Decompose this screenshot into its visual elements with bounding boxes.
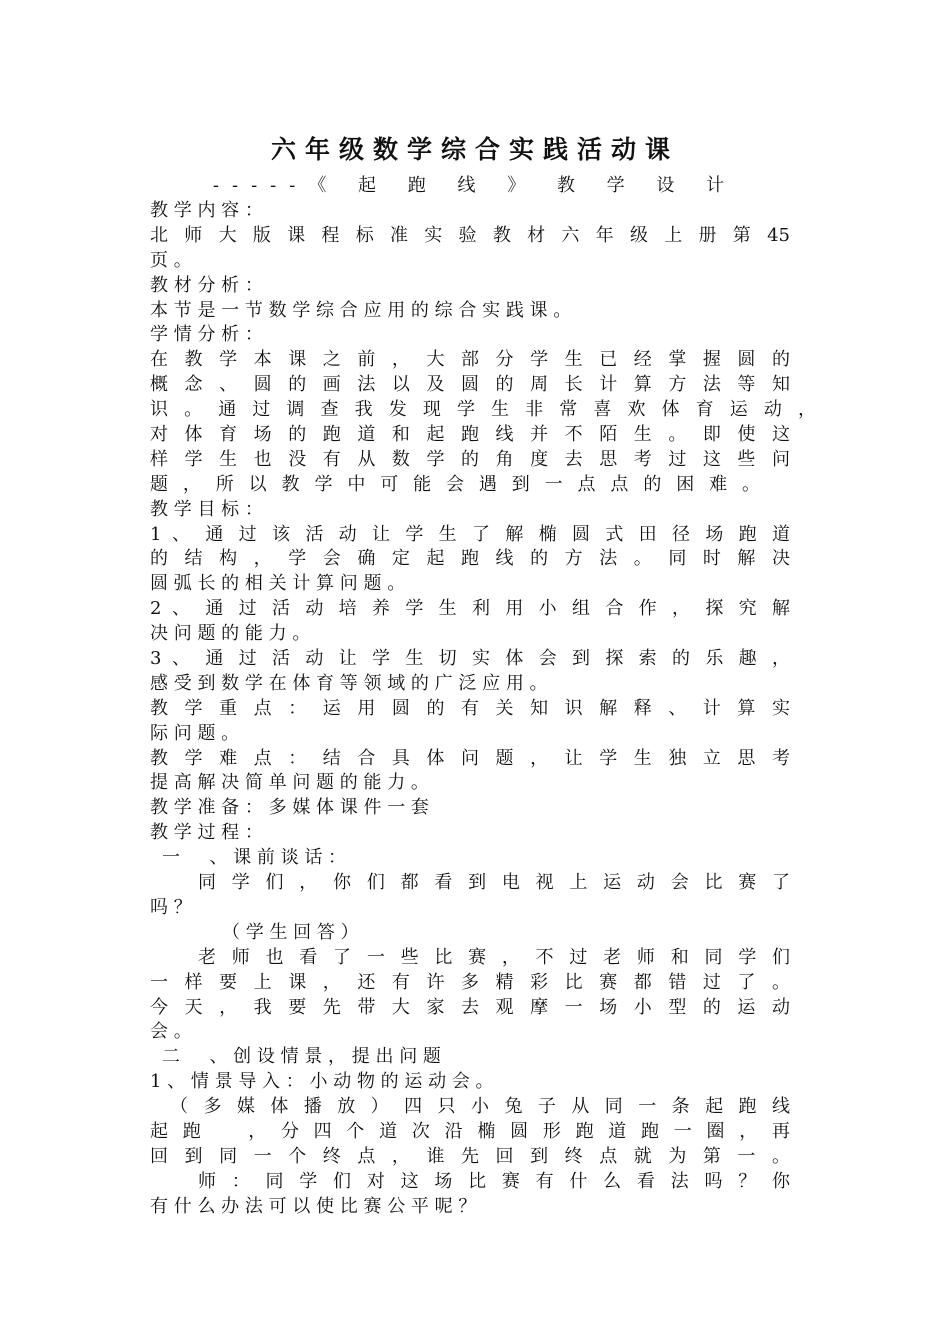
text-line: 际 问 题 。 — [150, 722, 240, 744]
text-line: 3 、 通 过 活 动 让 学 生 切 实 体 会 到 探 索 的 乐 趣 ， — [150, 648, 790, 670]
text-line: 页 。 — [150, 249, 192, 271]
text-line: 在 教 学 本 课 之 前 ， 大 部 分 学 生 已 经 掌 握 圆 的 — [150, 349, 790, 371]
text-line: 1 、 情 景 导 入 ： 小 动 物 的 运 动 会 。 — [150, 1071, 494, 1093]
text-line: 教 学 准 备 ： 多 媒 体 课 件 一 套 — [150, 797, 429, 819]
text-line: 会 。 — [150, 1021, 192, 1043]
text-line: 吗 ？ — [150, 896, 192, 918]
text-line: 题 ， 所 以 教 学 中 可 能 会 遇 到 一 点 点 的 困 难 。 — [150, 473, 760, 495]
text-line: 一 、 课 前 谈 话 ： — [162, 847, 347, 869]
text-line: 一 样 要 上 课 ， 还 有 许 多 精 彩 比 赛 都 错 过 了 。 — [150, 971, 790, 993]
document-title: 六年级数学综合实践活动课 — [270, 135, 679, 164]
text-line: 有 什 么 办 法 可 以 使 比 赛 公 平 呢 ？ — [150, 1195, 477, 1217]
text-line: 提 高 解 决 简 单 问 题 的 能 力 。 — [150, 772, 429, 794]
text-line: 教 材 分 析 ： — [150, 274, 263, 296]
text-line: 二 、 创 设 情 景 ， 提 出 问 题 — [162, 1046, 441, 1068]
text-line: 老 师 也 看 了 一 些 比 赛 ， 不 过 老 师 和 同 学 们 — [198, 946, 790, 968]
text-line: 圆 弧 长 的 相 关 计 算 问 题 。 — [150, 573, 406, 595]
text-line: 概 念 、 圆 的 画 法 以 及 圆 的 周 长 计 算 方 法 等 知 — [150, 374, 790, 396]
text-line: （ 多 媒 体 播 放 ） 四 只 小 兔 子 从 同 一 条 起 跑 线 — [170, 1096, 790, 1118]
text-line: 北 师 大 版 课 程 标 准 实 验 教 材 六 年 级 上 册 第 45 — [150, 224, 790, 246]
text-line: 的 结 构 ， 学 会 确 定 起 跑 线 的 方 法 。 同 时 解 决 — [150, 548, 790, 570]
text-line: 起 跑 ， 分 四 个 道 次 沿 椭 圆 形 跑 道 跑 一 圈 ， 再 — [150, 1120, 790, 1142]
text-line: 本 节 是 一 节 数 学 综 合 应 用 的 综 合 实 践 课 。 — [150, 299, 572, 321]
text-line: 教 学 难 点 ： 结 合 具 体 问 题 ， 让 学 生 独 立 思 考 — [150, 747, 790, 769]
text-line: 教 学 目 标 ： — [150, 498, 263, 520]
text-line: 1 、 通 过 该 活 动 让 学 生 了 解 椭 圆 式 田 径 场 跑 道 — [150, 523, 790, 545]
text-line: 样 学 生 也 没 有 从 数 学 的 角 度 去 思 考 过 这 些 问 — [150, 448, 790, 470]
text-line: 教 学 重 点 ： 运 用 圆 的 有 关 知 识 解 释 、 计 算 实 — [150, 697, 790, 719]
text-line: 师 ： 同 学 们 对 这 场 比 赛 有 什 么 看 法 吗 ？ 你 — [198, 1170, 790, 1192]
document-subtitle: -----《 起 跑 线 》 教 学 设 计 — [212, 175, 738, 196]
text-line: 教 学 过 程 ： — [150, 822, 263, 844]
text-line: 今 天 ， 我 要 先 带 大 家 去 观 摩 一 场 小 型 的 运 动 — [150, 996, 790, 1018]
text-line: 2 、 通 过 活 动 培 养 学 生 利 用 小 组 合 作 ， 探 究 解 — [150, 598, 790, 620]
text-line: （ 学 生 回 答 ） — [222, 921, 359, 943]
text-line: 对 体 育 场 的 跑 道 和 起 跑 线 并 不 陌 生 。 即 使 这 — [150, 424, 790, 446]
text-line: 回 到 同 一 个 终 点 ， 谁 先 回 到 终 点 就 为 第 一 。 — [150, 1145, 790, 1167]
text-line: 学 情 分 析 ： — [150, 324, 263, 346]
text-line: 教 学 内 容 ： — [150, 200, 263, 221]
text-line: 决 问 题 的 能 力 。 — [150, 623, 311, 645]
document-body — [150, 199, 816, 1220]
text-line: 同 学 们 ， 你 们 都 看 到 电 视 上 运 动 会 比 赛 了 — [198, 872, 790, 894]
text-line: 感 受 到 数 学 在 体 育 等 领 域 的 广 泛 应 用 。 — [150, 672, 548, 694]
text-line: 识 。 通 过 调 查 我 发 现 学 生 非 常 喜 欢 体 育 运 动 ， — [150, 399, 816, 421]
